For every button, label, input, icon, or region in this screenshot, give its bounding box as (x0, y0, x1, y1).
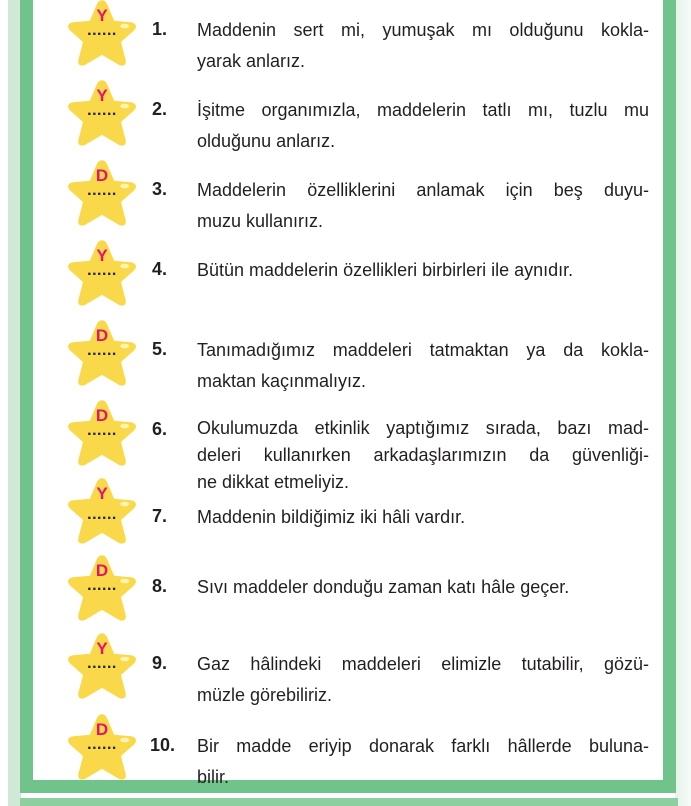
item-number: 1. (152, 19, 168, 39)
answer-blank: ...... (87, 736, 117, 753)
answer-letter: D (95, 406, 109, 425)
answer-star[interactable] (64, 0, 140, 70)
answer-star[interactable] (64, 318, 140, 390)
item-number: 5. (152, 339, 168, 359)
answer-star[interactable] (64, 553, 140, 625)
item-number: 10. (150, 735, 176, 755)
item-text (197, 572, 649, 603)
answer-blank: ...... (87, 102, 117, 119)
answer-blank: ...... (87, 422, 117, 439)
item-text-line: Bütün maddelerin özellikleri birbirleri ile aynıdır. (197, 260, 574, 280)
item-number: 8. (152, 576, 168, 596)
item-text (197, 731, 649, 793)
item-text-line: maktan kaçınmalıyız. (197, 371, 367, 391)
item-text-line: Sıvı maddeler donduğu zaman katı hâle geçer. (197, 577, 570, 597)
item-number: 3. (152, 179, 168, 199)
answer-star[interactable] (64, 712, 140, 784)
item-number: 4. (152, 259, 168, 279)
answer-blank: ...... (87, 342, 117, 359)
answer-star[interactable] (64, 476, 140, 548)
item-text (197, 95, 649, 157)
answer-letter: Y (96, 484, 108, 503)
item-text-line: deleri kullanırken arkadaşlarımızın da güvenliği- (197, 445, 649, 465)
answer-star[interactable] (64, 631, 140, 703)
answer-blank: ...... (87, 506, 117, 523)
item-text (197, 255, 649, 286)
item-text-line: Maddenin bildiğimiz iki hâli vardır. (197, 507, 466, 527)
item-text (197, 335, 649, 397)
item-number: 7. (152, 506, 168, 526)
answer-letter: D (95, 166, 109, 185)
answer-letter: Y (96, 639, 108, 658)
answer-blank: ...... (87, 577, 117, 594)
item-number: 6. (152, 419, 168, 439)
answer-letter: D (95, 720, 109, 739)
item-text-line: yarak anlarız. (197, 51, 306, 71)
item-text (197, 502, 649, 533)
item-text (197, 15, 649, 77)
answer-letter: D (95, 561, 109, 580)
item-text-line: Gaz hâlindeki maddeleri elimizle tutabilir, gözü- (197, 654, 649, 674)
item-text-line: İşitme organımızla, maddelerin tatlı mı, tuzlu mu (197, 100, 649, 120)
answer-letter: Y (96, 246, 108, 265)
answer-blank: ...... (87, 655, 117, 672)
answer-blank: ...... (87, 22, 117, 39)
answer-star[interactable] (64, 238, 140, 310)
item-text (197, 649, 649, 711)
item-text-line: olduğunu anlarız. (197, 131, 336, 151)
answer-letter: Y (96, 6, 108, 25)
item-text-line: muzu kullanırız. (197, 211, 324, 231)
item-text-line: ne dikkat etmeliyiz. (197, 472, 350, 492)
item-number: 2. (152, 99, 168, 119)
item-text-line: Maddenin sert mi, yumuşak mı olduğunu kokla- (197, 20, 649, 40)
item-text (197, 175, 649, 237)
answer-star[interactable] (64, 78, 140, 150)
item-text-line: müzle görebiliriz. (197, 685, 333, 705)
item-text-line: Okulumuzda etkinlik yaptığımız sırada, bazı mad- (197, 418, 649, 438)
item-text-line: Maddelerin özelliklerini anlamak için beş duyu- (197, 180, 649, 200)
item-number: 9. (152, 653, 168, 673)
answer-letter: Y (96, 86, 108, 105)
answer-blank: ...... (87, 262, 117, 279)
answer-blank: ...... (87, 182, 117, 199)
item-text-line: Bir madde eriyip donarak farklı hâllerde buluna- (197, 736, 649, 756)
item-text (197, 415, 649, 496)
item-text-line: bilir. (197, 767, 230, 787)
answer-star[interactable] (64, 158, 140, 230)
answer-star[interactable] (64, 398, 140, 470)
item-text-line: Tanımadığımız maddeleri tatmaktan ya da kokla- (197, 340, 649, 360)
answer-letter: D (95, 326, 109, 345)
